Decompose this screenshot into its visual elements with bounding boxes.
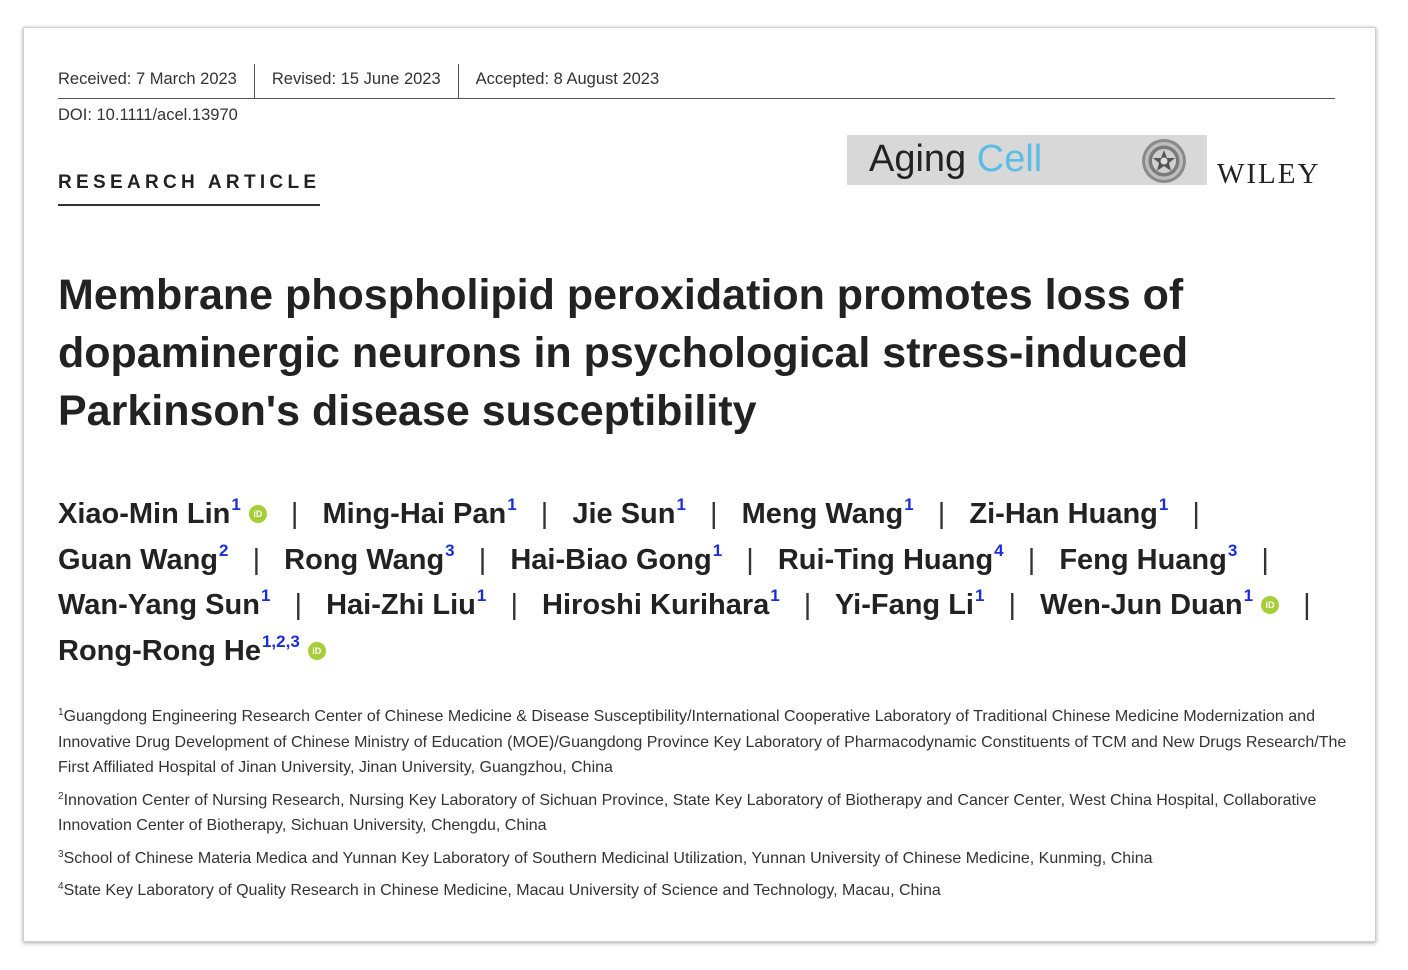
- affiliation-item: [58, 846, 1348, 872]
- author-name[interactable]: Ming-Hai Pan: [322, 498, 507, 530]
- author-name[interactable]: Meng Wang: [741, 498, 904, 530]
- affiliation-ref[interactable]: 1: [1158, 495, 1169, 515]
- author-separator: |: [937, 498, 946, 530]
- affiliation-text: Guangdong Engineering Research Center of Chinese Medicine & Disease Susceptibility/International Cooperative Laboratory of Traditional Chinese Medicine Modernization and Innovative Drug Development of Chinese Ministry of Education (MOE)/Guangdong Province Key Laboratory of Pharmacodynamic Constituents of TCM and New Drugs Research/The First Affiliated Hospital of Jinan University, Jinan University, Guangzhou, China: [58, 708, 1347, 776]
- author-name[interactable]: Hiroshi Kurihara: [542, 589, 770, 621]
- affiliation-item: [58, 878, 1348, 904]
- author-separator: |: [1192, 498, 1200, 530]
- author-separator: |: [478, 543, 487, 576]
- author[interactable]: [58, 631, 326, 667]
- author-name[interactable]: Wen-Jun Duan: [1040, 589, 1243, 621]
- affiliation-ref[interactable]: 1: [904, 495, 914, 515]
- orcid-icon[interactable]: [249, 505, 267, 523]
- orcid-icon[interactable]: [308, 642, 326, 660]
- author-name[interactable]: Wan-Yang Sun: [58, 589, 260, 621]
- affiliation-ref[interactable]: 1: [476, 586, 487, 606]
- affiliation-ref[interactable]: 3: [445, 540, 455, 560]
- affiliation-ref[interactable]: 4: [994, 540, 1004, 560]
- affiliation-number: 1: [58, 707, 64, 718]
- received-date: Received: 7 March 2023: [58, 70, 237, 88]
- journal-name: [869, 137, 1042, 181]
- journal-name-part2: Cell: [976, 138, 1043, 180]
- journal-banner: [847, 135, 1207, 185]
- author[interactable]: [326, 586, 487, 621]
- affiliation-ref[interactable]: 1: [712, 540, 723, 560]
- orcid-icon[interactable]: [1261, 596, 1279, 614]
- affiliation-ref[interactable]: 1: [974, 586, 985, 606]
- affiliation-number: 4: [58, 881, 64, 892]
- author-separator: |: [1303, 589, 1311, 621]
- author-separator: |: [290, 498, 299, 530]
- affiliation-text: School of Chinese Materia Medica and Yunnan Key Laboratory of Southern Medicinal Utilization, Yunnan University of Chinese Medicine, Kunming, China: [63, 849, 1153, 867]
- society-seal-icon: [1141, 138, 1187, 184]
- affiliation-item: [58, 788, 1348, 839]
- affiliation-number: 2: [58, 790, 64, 802]
- author-list: [58, 492, 1348, 674]
- author-name[interactable]: Hai-Biao Gong: [510, 543, 712, 576]
- date-divider: [458, 64, 459, 98]
- author-separator: |: [510, 589, 518, 621]
- author-separator: |: [1027, 543, 1036, 576]
- journal-name-part1: Aging: [869, 138, 967, 180]
- affiliation-ref[interactable]: 1: [770, 586, 780, 606]
- article-type-label: RESEARCH ARTICLE: [58, 172, 320, 206]
- affiliation-ref[interactable]: 1: [1243, 586, 1254, 606]
- author[interactable]: [284, 540, 455, 576]
- affiliation-ref[interactable]: 3: [1227, 540, 1238, 560]
- accepted-date: Accepted: 8 August 2023: [475, 70, 660, 88]
- affiliation-number: 3: [58, 848, 64, 860]
- author-name[interactable]: Zi-Han Huang: [969, 498, 1158, 530]
- affiliation-ref[interactable]: 1: [507, 495, 517, 515]
- author-name[interactable]: Xiao-Min Lin: [58, 498, 231, 530]
- author[interactable]: [969, 495, 1169, 530]
- author[interactable]: [510, 540, 723, 576]
- affiliations: [58, 704, 1348, 911]
- author[interactable]: [58, 586, 271, 621]
- author-separator: |: [1008, 589, 1017, 621]
- author-name[interactable]: Rong Wang: [284, 543, 445, 576]
- author[interactable]: [58, 540, 229, 576]
- author[interactable]: [741, 495, 914, 530]
- affiliation-ref[interactable]: 1: [231, 495, 241, 515]
- author-name[interactable]: Yi-Fang Li: [834, 589, 974, 621]
- doi-link[interactable]: DOI: 10.1111/acel.13970: [58, 106, 238, 124]
- author[interactable]: [1040, 586, 1279, 621]
- author-name[interactable]: Hai-Zhi Liu: [326, 589, 476, 621]
- author[interactable]: [58, 495, 267, 530]
- affiliation-item: [58, 704, 1348, 781]
- author[interactable]: [777, 540, 1004, 576]
- author-name[interactable]: Feng Huang: [1059, 543, 1227, 576]
- article-dates: [58, 64, 1335, 99]
- author-separator: |: [1261, 543, 1269, 576]
- author-separator: |: [803, 589, 812, 621]
- article-title: Membrane phospholipid peroxidation promotes loss of dopaminergic neurons in psychological stress-induced Parkinson's disease susceptibility: [58, 271, 1189, 435]
- author-name[interactable]: Rui-Ting Huang: [777, 543, 994, 576]
- author[interactable]: [322, 495, 517, 530]
- author-separator: |: [746, 543, 754, 576]
- affiliation-ref[interactable]: 2: [219, 540, 229, 560]
- author-separator: |: [294, 589, 303, 621]
- publisher-logo: WILEY: [1217, 158, 1321, 190]
- author[interactable]: [834, 586, 985, 621]
- author-name[interactable]: Rong-Rong He: [58, 634, 261, 667]
- author-separator: |: [710, 498, 718, 530]
- author[interactable]: [572, 495, 686, 530]
- affiliation-ref[interactable]: 1: [676, 495, 686, 515]
- affiliation-text: State Key Laboratory of Quality Research in Chinese Medicine, Macau University of Science and Technology, Macau, China: [63, 882, 941, 899]
- author[interactable]: [542, 586, 780, 621]
- paper-page: [23, 27, 1376, 942]
- affiliation-text: Innovation Center of Nursing Research, Nursing Key Laboratory of Sichuan Province, State Key Laboratory of Biotherapy and Cancer Center, West China Hospital, Collaborative Innovation Center of Biotherapy, Sichuan University, Chengdu, China: [58, 791, 1317, 834]
- affiliation-ref[interactable]: 1: [260, 586, 271, 606]
- revised-date: Revised: 15 June 2023: [271, 70, 441, 88]
- author-separator: |: [540, 498, 549, 530]
- author-name[interactable]: Jie Sun: [572, 498, 676, 530]
- author[interactable]: [1059, 540, 1238, 576]
- date-divider: [254, 64, 255, 98]
- author-name[interactable]: Guan Wang: [58, 543, 219, 576]
- affiliation-ref[interactable]: 1,2,3: [261, 631, 300, 651]
- author-separator: |: [252, 543, 261, 576]
